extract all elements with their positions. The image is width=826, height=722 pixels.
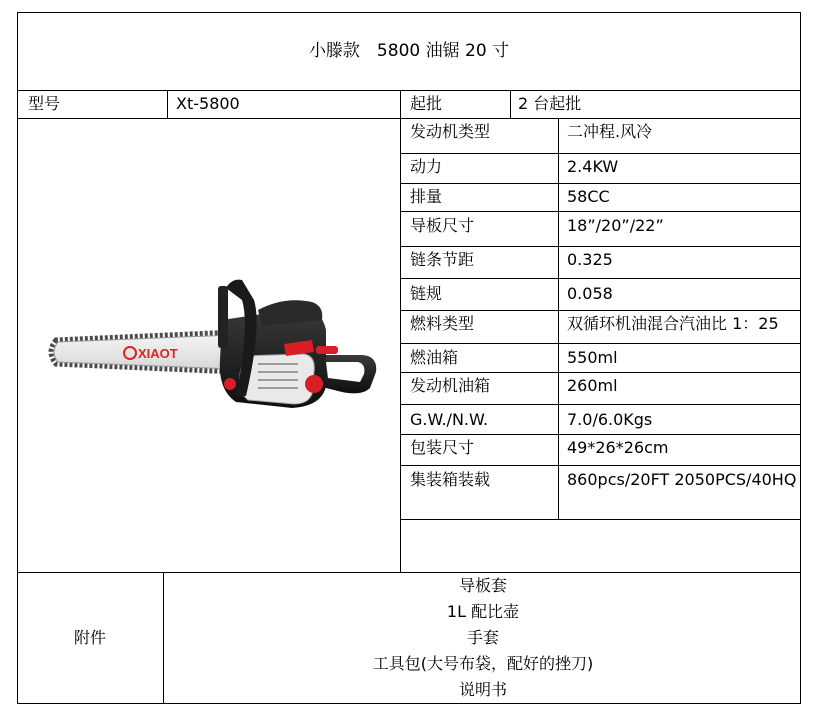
- accessories-label: 附件: [73, 628, 106, 647]
- divider-spec: [400, 404, 801, 405]
- oil-cap: [305, 375, 323, 393]
- divider-spec: [400, 519, 801, 520]
- model-value: Xt-5800: [176, 94, 240, 113]
- spec-value: 2.4KW: [567, 157, 619, 176]
- spec-value: 18”/20”/22”: [567, 216, 664, 235]
- divider-title: [17, 90, 801, 91]
- divider-spec: [400, 278, 801, 279]
- border-top: [17, 12, 801, 13]
- spec-value: 260ml: [567, 376, 618, 395]
- divider-accessories-col: [163, 572, 164, 703]
- chainsaw-illustration: [22, 150, 394, 450]
- spec-label: 排量: [410, 187, 443, 206]
- divider-spec: [400, 211, 801, 212]
- divider-spec: [400, 343, 801, 344]
- divider-model: [17, 118, 801, 119]
- spec-value: 58CC: [567, 187, 610, 206]
- spec-label: 发动机类型: [410, 122, 491, 141]
- spec-label: G.W./N.W.: [410, 410, 489, 429]
- product-image: [22, 150, 394, 450]
- accessory-item: 1L 配比壶: [446, 602, 520, 621]
- bar-brand: XIAOT: [138, 346, 178, 361]
- moq-label: 起批: [410, 94, 443, 113]
- spec-label: 包装尺寸: [410, 438, 475, 457]
- divider-accessories: [17, 572, 801, 573]
- model-label: 型号: [28, 94, 61, 113]
- spec-label: 发动机油箱: [410, 376, 491, 395]
- spec-value: 550ml: [567, 348, 618, 367]
- divider-moq-col: [510, 90, 511, 118]
- divider-model-col: [167, 90, 168, 118]
- divider-main-col: [400, 90, 401, 573]
- divider-spec-col: [558, 118, 559, 519]
- accessory-item: 导板套: [458, 576, 507, 595]
- divider-spec: [400, 153, 801, 154]
- accessory-item: 说明书: [458, 680, 507, 699]
- spec-label: 链规: [410, 284, 443, 303]
- accessory-item: 工具包(大号布袋，配好的挫刀): [372, 654, 594, 673]
- border-left: [17, 12, 18, 704]
- spec-label: 动力: [410, 157, 443, 176]
- spec-value: 7.0/6.0Kgs: [567, 410, 653, 429]
- spec-value: 0.058: [567, 284, 613, 303]
- border-bottom: [17, 703, 801, 704]
- divider-spec: [400, 465, 801, 466]
- spec-value: 双循环机油混合汽油比 1：25: [567, 314, 779, 333]
- spec-value: 二冲程.风冷: [567, 122, 653, 141]
- accessory-item: 手套: [466, 628, 499, 647]
- divider-spec: [400, 372, 801, 373]
- divider-spec: [400, 434, 801, 435]
- border-right: [800, 12, 801, 704]
- spec-label: 导板尺寸: [410, 216, 475, 235]
- spec-value: 0.325: [567, 250, 613, 269]
- spec-label: 链条节距: [410, 250, 475, 269]
- page-title: 小滕款 5800 油锯 20 寸: [308, 41, 510, 61]
- moq-value: 2 台起批: [518, 94, 582, 113]
- divider-spec: [400, 183, 801, 184]
- spec-value: 49*26*26cm: [567, 438, 669, 457]
- spec-label: 燃油箱: [410, 348, 459, 367]
- chain-brake: [218, 286, 228, 348]
- spec-label: 燃料类型: [410, 314, 475, 333]
- spec-value: 860pcs/20FT 2050PCS/40HQ: [567, 470, 797, 489]
- divider-spec: [400, 246, 801, 247]
- spec-label: 集装箱装载: [410, 470, 491, 489]
- divider-spec: [400, 310, 801, 311]
